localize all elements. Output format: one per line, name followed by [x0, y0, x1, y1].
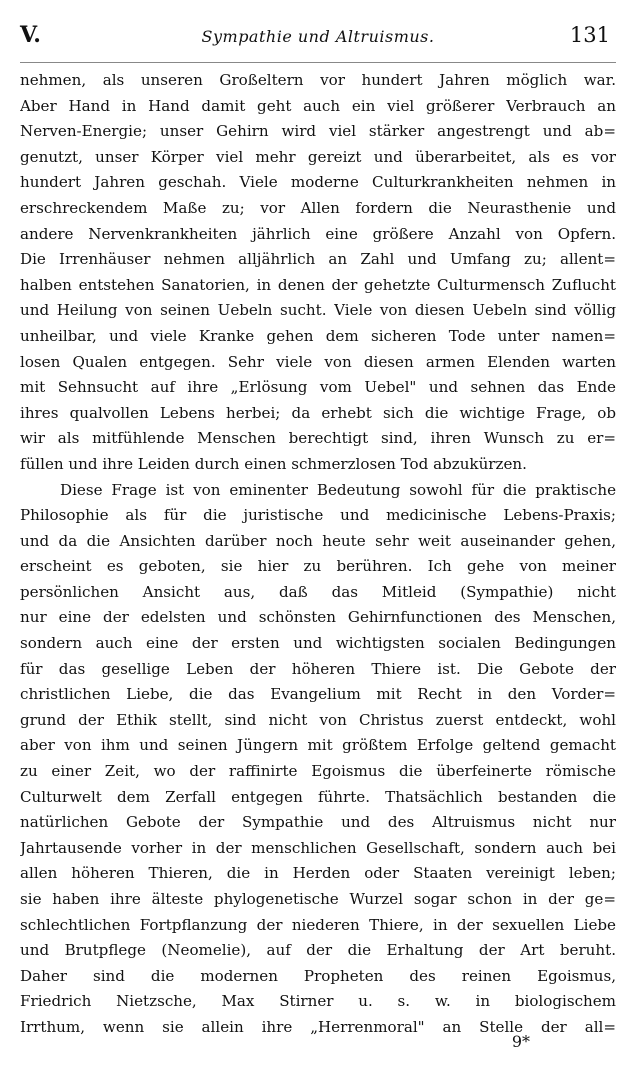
text-line: erschreckendem Maße zu; vor Allen fordern die Neurasthenie und [20, 198, 616, 217]
text-line: Philosophie als für die juristische und medicinische Lebens-Praxis; [20, 506, 616, 525]
text-line: füllen und ihre Leiden durch einen schmerzlosen Tod abzukürzen. [20, 454, 527, 473]
text-line: andere Nervenkrankheiten jährlich eine größere Anzahl von Opfern. [20, 224, 616, 243]
text-line: mit Sehnsucht auf ihre „Erlösung vom Uebel" und sehnen das Ende [20, 378, 616, 397]
running-title: Sympathie und Altruismus. [201, 27, 435, 46]
text-line: Diese Frage ist von eminenter Bedeutung sowohl für die praktische [60, 480, 616, 499]
text-line: allen höheren Thieren, die in Herden oder Staaten vereinigt leben; [20, 864, 616, 883]
text-line: sie haben ihre älteste phylogenetische Wurzel sogar schon in der ge= [20, 890, 616, 908]
text-line: nur eine der edelsten und schönsten Gehirnfunctionen des Menschen, [20, 608, 616, 627]
text-line: persönlichen Ansicht aus, daß das Mitleid (Sympathie) nicht [20, 582, 616, 601]
text-line: hundert Jahren geschah. Viele moderne Culturkrankheiten nehmen in [20, 173, 616, 192]
text-line: aber von ihm und seinen Jüngern mit größtem Erfolge geltend gemacht [20, 736, 616, 755]
text-line: zu einer Zeit, wo der raffinirte Egoismus die überfeinerte römische [20, 762, 616, 781]
text-line: Irrthum, wenn sie allein ihre „Herrenmoral" an Stelle der all= [20, 1017, 616, 1036]
paragraph [20, 68, 616, 478]
text-line: wir als mitfühlende Menschen berechtigt sind, ihren Wunsch zu er= [20, 429, 616, 448]
text-line: sondern auch eine der ersten und wichtigsten socialen Bedingungen [20, 634, 616, 653]
text-line: für das gesellige Leben der höheren Thiere ist. Die Gebote der [20, 659, 616, 678]
text-line: natürlichen Gebote der Sympathie und des Altruismus nicht nur [20, 813, 616, 832]
text-line: erscheint es geboten, sie hier zu berühren. Ich gehe von meiner [20, 557, 616, 576]
text-line: grund der Ethik stellt, sind nicht von Christus zuerst entdeckt, wohl [20, 710, 616, 729]
header-divider [20, 62, 616, 63]
paragraph [20, 478, 616, 1041]
text-line: und da die Ansichten darüber noch heute sehr weit auseinander gehen, [20, 531, 616, 550]
text-line: Daher sind die modernen Propheten des reinen Egoismus, [20, 966, 616, 985]
text-line: Nerven-Energie; unser Gehirn wird viel stärker angestrengt und ab= [20, 122, 616, 141]
text-line: und Heilung von seinen Uebeln sucht. Viele von diesen Uebeln sind völlig [20, 301, 616, 320]
text-line: nehmen, als unseren Großeltern vor hundert Jahren möglich war. [20, 71, 616, 89]
body-text [20, 68, 616, 1041]
page-number: 131 [569, 23, 610, 47]
text-line: und Brutpflege (Neomelie), auf der die Erhaltung der Art beruht. [20, 941, 616, 960]
text-line: unheilbar, und viele Kranke gehen dem sicheren Tode unter namen= [20, 326, 616, 345]
text-line: Die Irrenhäuser nehmen alljährlich an Zahl und Umfang zu; allent= [20, 250, 616, 269]
text-line: genutzt, unser Körper viel mehr gereizt und überarbeitet, als es vor [20, 147, 616, 166]
text-line: schlechtlichen Fortpflanzung der niederen Thiere, in der sexuellen Liebe [20, 915, 616, 934]
page-header [20, 22, 616, 56]
text-line: Jahrtausende vorher in der menschlichen Gesellschaft, sondern auch bei [20, 838, 616, 857]
text-line: christlichen Liebe, die das Evangelium mit Recht in den Vorder= [20, 685, 616, 704]
text-line: Friedrich Nietzsche, Max Stirner u. s. w. in biologischem [20, 992, 616, 1011]
text-line: Culturwelt dem Zerfall entgegen führte. Thatsächlich bestanden die [20, 787, 616, 806]
sheet-signature: 9* [511, 1032, 530, 1051]
text-line: Aber Hand in Hand damit geht auch ein viel größerer Verbrauch an [20, 96, 616, 115]
text-line: halben entstehen Sanatorien, in denen der gehetzte Culturmensch Zuflucht [20, 275, 616, 294]
text-line: ihres qualvollen Lebens herbei; da erhebt sich die wichtige Frage, ob [20, 403, 616, 422]
chapter-number: V. [20, 22, 41, 48]
text-line: losen Qualen entgegen. Sehr viele von diesen armen Elenden warten [20, 352, 616, 371]
